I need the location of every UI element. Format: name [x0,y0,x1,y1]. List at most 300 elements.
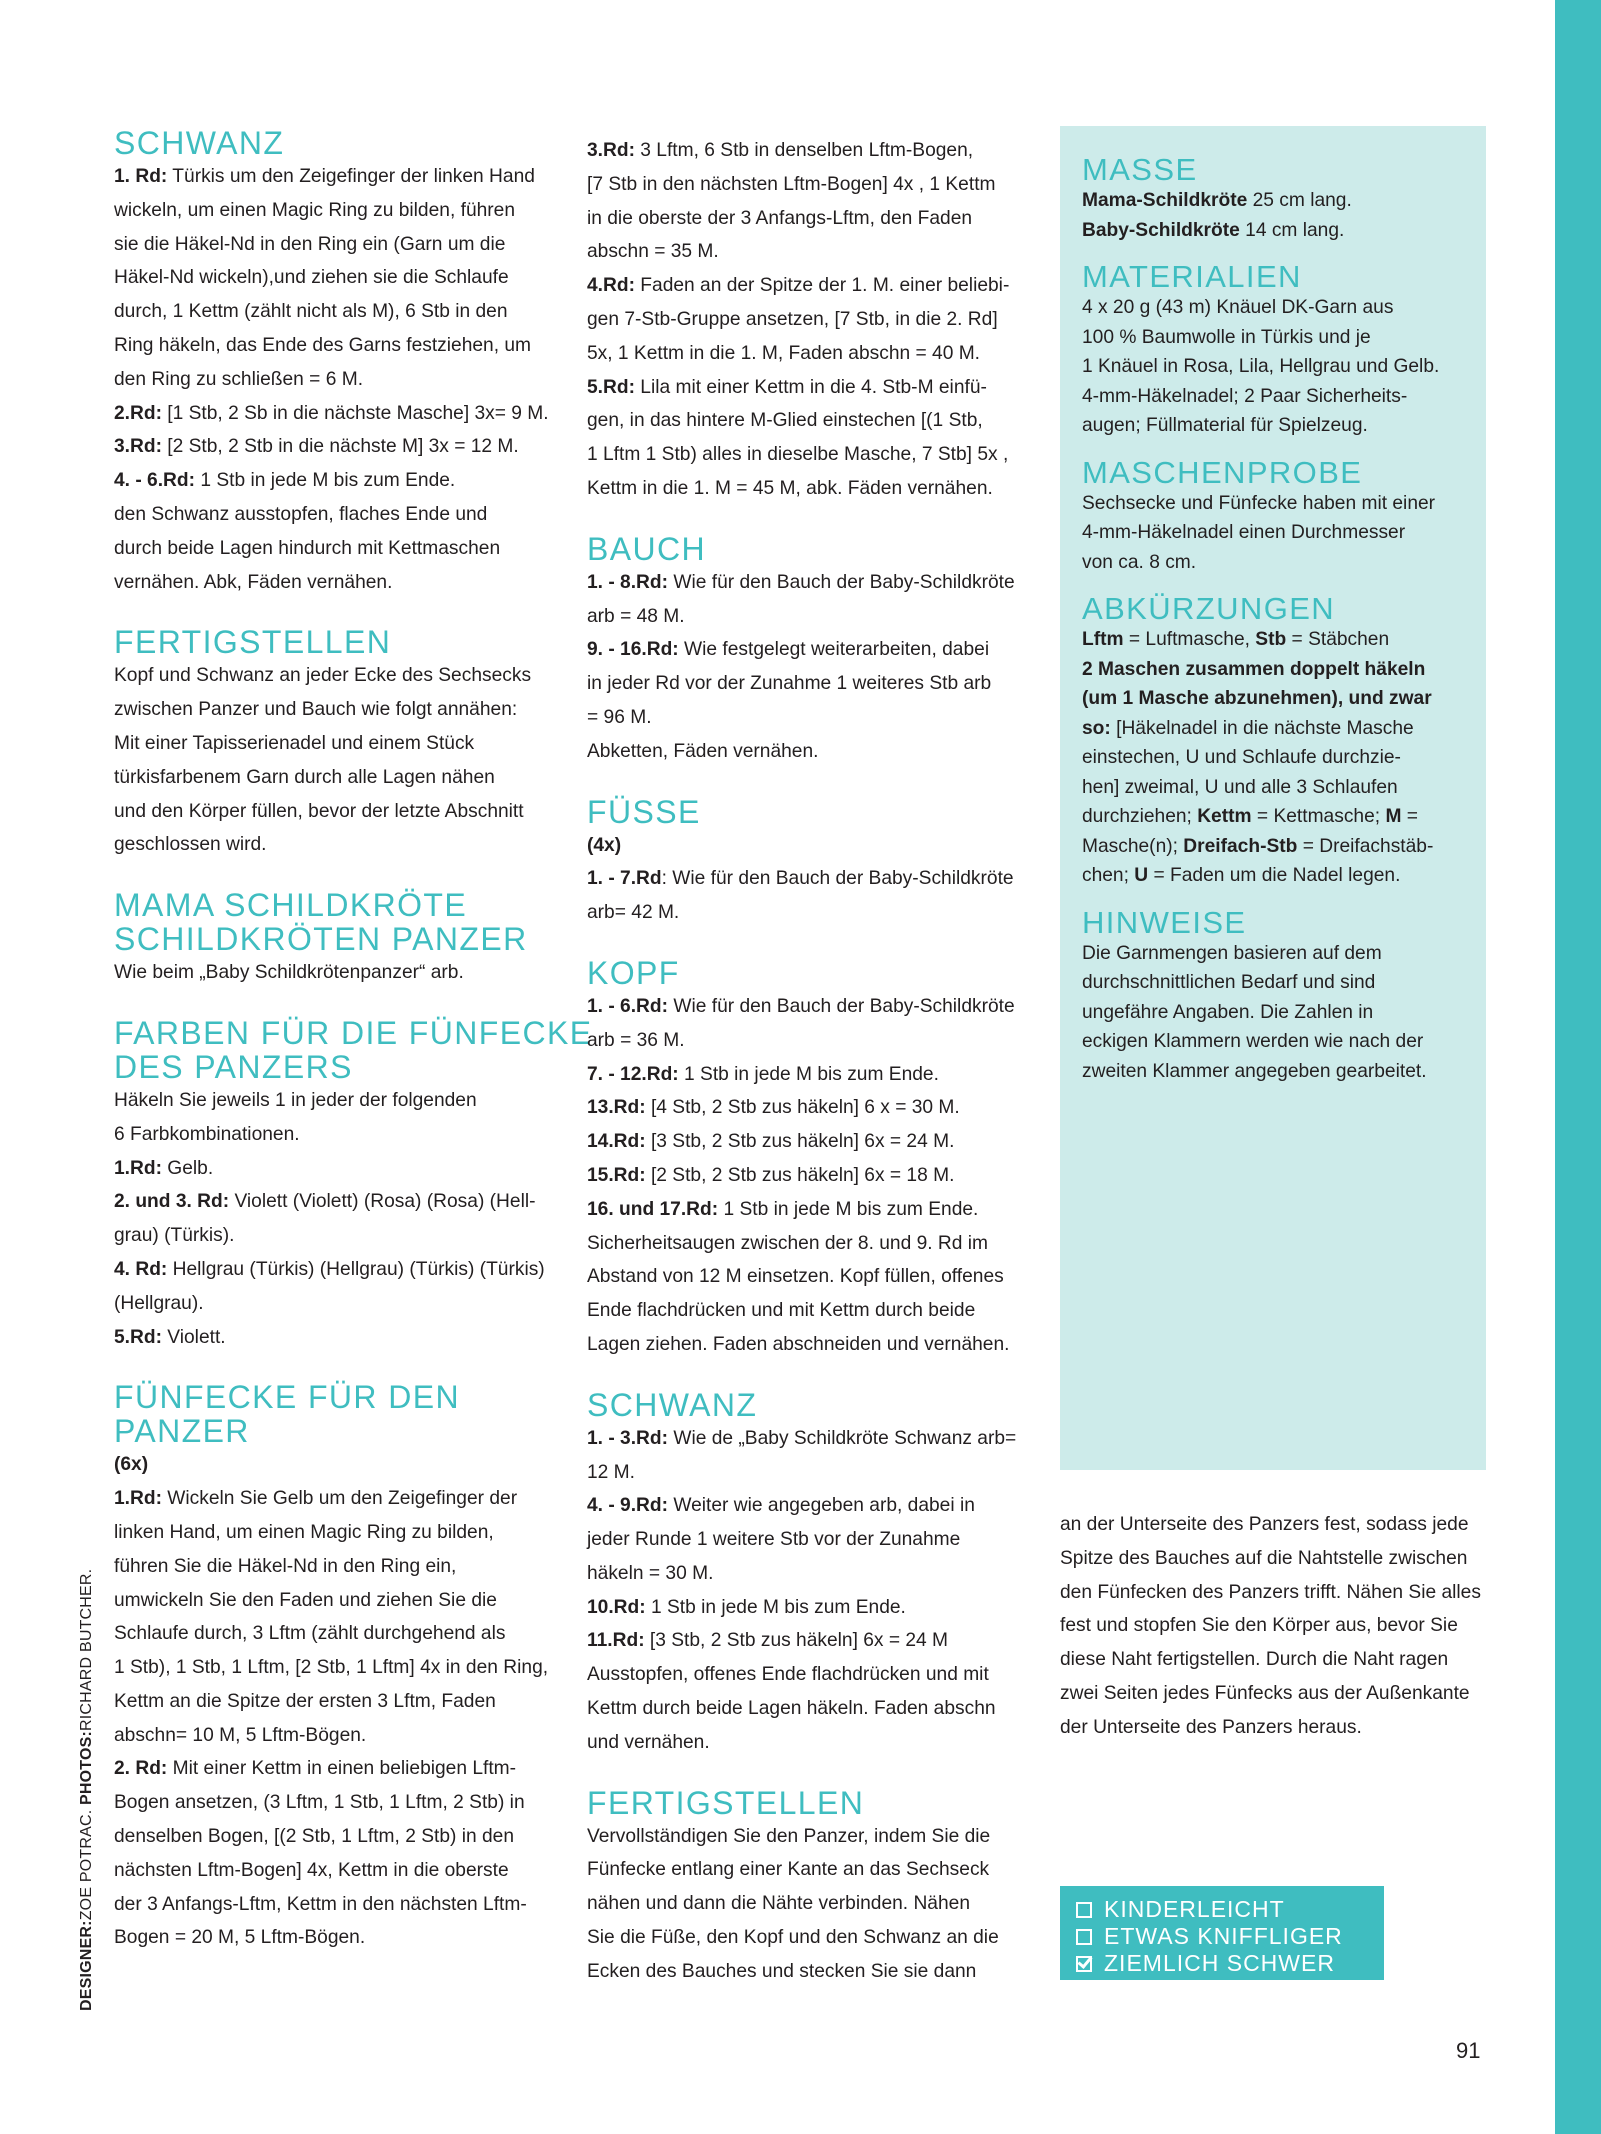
text-line [114,295,544,329]
line-text: durch beide Lagen hindurch mit Kettmaschen [114,537,501,559]
heading-schwanz: SCHWANZ [114,125,285,161]
text-line [1082,655,1486,685]
line-text: [1 Stb, 2 Sb in die nächste Masche] 3x= 9 M. [161,402,549,424]
line-text: 25 cm lang. [1247,190,1352,211]
bold-lead: 11.Rd: [587,1630,645,1652]
section-abkuerzungen [1082,593,1486,891]
maschenprobe-text [1082,489,1486,578]
line-text: den Schwanz ausstopfen, flaches Ende und [114,503,488,525]
bold-lead: 4. - 9.Rd: [587,1495,669,1517]
checkbox-icon [1076,1929,1092,1945]
line-text: Häkel-Nd wickeln),und ziehen sie die Schlaufe [114,267,509,289]
text-line [587,404,1017,438]
bold-lead: Dreifach-Stb [1183,835,1298,857]
text-line [1082,998,1486,1028]
bold-lead: so: [1082,717,1111,739]
text-line [114,795,544,829]
text-line [1082,323,1486,353]
line-text: arb = 48 M. [587,605,685,627]
difficulty-label: ETWAS KNIFFLIGER [1104,1923,1343,1949]
heading-masse: MASSE [1082,152,1198,187]
text-line [114,1651,549,1685]
line-text: hen] zweimal, U und alle 3 Schlaufen [1082,776,1398,798]
text-line [114,1185,544,1219]
text-line [587,829,1017,863]
heading-bauch: BAUCH [587,530,707,567]
text-line [114,1921,544,1955]
bold-lead: 2. Rd: [114,1758,168,1780]
line-text: einstechen, U und Schlaufe durchzie- [1082,747,1401,768]
text-line [1082,773,1486,803]
bold-lead: (4x) [587,834,622,856]
column-left [114,125,593,1955]
bold-lead: (um 1 Masche abzunehmen), und zwar [1082,688,1432,709]
difficulty-label: SEHR SCHWER [1104,1977,1288,2003]
section-maschenprobe [1082,454,1486,578]
heading-fertigstellen-2: FERTIGSTELLEN [587,1784,865,1821]
difficulty-label: KINDERLEICHT [1104,1896,1285,1922]
line-text: [3 Stb, 2 Stb zus häkeln] 6x = 24 M [644,1630,949,1652]
text-line [587,168,1017,202]
bold-lead: Kettm [1197,806,1252,827]
line-text: [Häkelnadel in die nächste Masche [1110,717,1414,739]
section-schwanz [114,125,549,599]
text-line [114,194,544,228]
line-text: Abstand von 12 M einsetzen. Kopf füllen, offenes [587,1266,1004,1288]
heading-abkuerzungen: ABKÜRZUNGEN [1082,591,1336,626]
bold-lead: 3.Rd: [587,140,635,161]
fuenfecke-text [114,1448,549,1955]
section-bauch [587,532,1017,769]
info-box [1060,126,1486,1470]
line-text: Wie beim „Baby Schildkrötenpanzer“ arb. [114,962,464,984]
line-text: 4-mm-Häkelnadel einen Durchmesser [1082,522,1406,543]
section-kopf [587,956,1017,1362]
text-line [114,1888,544,1922]
heading-line: PANZER [114,1413,250,1450]
text-line [587,1853,1017,1887]
text-line [114,228,544,262]
line-text: in jeder Rd vor der Zunahme 1 weiteres Stb arb [587,673,992,695]
text-line [1082,411,1486,441]
text-line [587,701,1017,735]
text-line [587,600,1017,634]
bold-lead: 10.Rd: [587,1596,646,1618]
text-line [114,659,544,693]
text-line [114,397,549,431]
line-text: nähen und dann die Nähte verbinden. Nähen [587,1893,970,1915]
continuation-text [1060,1508,1490,1745]
text-line [114,693,544,727]
checkbox-checked-icon [1076,1956,1092,1972]
heading-mama-panzer [114,888,544,956]
masse-text [1082,186,1486,245]
line-text: = Faden um die Nadel legen. [1148,865,1401,886]
text-line [114,1118,544,1152]
bold-lead: 5.Rd: [114,1326,162,1348]
line-text: augen; Füllmaterial für Spielzeug. [1082,415,1368,436]
bold-lead: 1. - 8.Rd: [587,571,669,593]
text-line [1082,186,1486,216]
line-text: Die Garnmengen basieren auf dem [1082,942,1382,964]
hinweise-text [1082,939,1486,1087]
bold-lead: Baby-Schildkröte [1082,219,1240,241]
line-text: Wie festgelegt weiterarbeiten, dabei [678,639,990,661]
bold-lead: 3.Rd: [114,436,162,458]
line-text: der Unterseite des Panzers heraus. [1060,1716,1362,1738]
section-continuation [1060,1508,1490,1745]
text-line [587,1955,1017,1989]
line-text: [2 Stb, 2 Stb zus häkeln] 6x = 18 M. [645,1164,955,1186]
line-text: abschn = 35 M. [587,241,719,263]
line-text: Sechsecke und Fünfecke haben mit einer [1082,492,1436,514]
text-line [587,1260,1017,1294]
bold-lead: 5.Rd: [587,376,635,398]
bold-lead: 2.Rd: [114,402,162,424]
text-line [587,1692,1017,1726]
text-line [114,1584,544,1618]
bold-lead: 2. und 3. Rd: [114,1191,230,1213]
line-text: = Luftmasche, [1123,629,1256,650]
text-line [114,761,544,795]
line-text: und vernähen. [587,1731,710,1753]
section-mama-panzer [114,888,544,990]
line-text: Faden an der Spitze der 1. M. einer beliebi- [634,275,1010,297]
text-line [1082,968,1486,998]
bold-lead: 4. - 6.Rd: [114,470,196,492]
text-line [1082,1027,1486,1057]
bold-lead: 2 Maschen zusammen doppelt häkeln [1082,658,1426,680]
line-text: 14 cm lang. [1239,219,1345,241]
text-line [587,1456,1017,1490]
line-text: zwischen Panzer und Bauch wie folgt annähen: [114,699,518,721]
line-text: Wickeln Sie Gelb um den Zeigefinger der [161,1488,518,1510]
heading-kopf: KOPF [587,954,680,991]
text-line [1082,832,1486,862]
line-text: umwickeln Sie den Faden und ziehen Sie die [114,1589,497,1611]
heading-schwanz-2: SCHWANZ [587,1386,758,1423]
credit-photos-label: PHOTOS: [78,1730,95,1810]
photo-credit [74,1568,100,2011]
heading-hinweise: HINWEISE [1082,904,1247,940]
section-schwanz-2 [587,1388,1017,1760]
credit-designer-name: ZOE POTRAC. [78,1809,95,1921]
heading-line: FÜNFECKE FÜR DEN [114,1379,460,1416]
line-text: durch, 1 Kettm (zählt nicht als M), 6 Stb in den [114,301,508,323]
bold-lead: 4. Rd: [114,1258,168,1280]
section-fuenfecke [114,1379,549,1955]
line-text: Kopf und Schwanz an jeder Ecke des Sechsecks [114,665,532,687]
text-line [587,566,1017,600]
text-line [114,1448,544,1482]
text-line [587,862,1017,896]
column-right-continuation [1060,1508,1490,1745]
line-text: [7 Stb in den nächsten Lftm-Bogen] 4x , 1 Kettm [587,173,996,195]
text-line [114,1084,544,1118]
bold-lead: 1. Rd: [114,166,168,187]
heading-line: MAMA SCHILDKRÖTE [114,887,468,924]
heading-line: SCHILDKRÖTEN PANZER [114,921,528,958]
line-text: 1 Stb in jede M bis zum Ende. [645,1596,906,1618]
line-text: 1 Stb in jede M bis zum Ende. [718,1198,979,1220]
heading-maschenprobe: MASCHENPROBE [1082,454,1363,490]
line-text: häkeln = 30 M. [587,1562,714,1584]
bold-lead: 4.Rd: [587,275,635,297]
text-line [587,1058,1017,1092]
kopf-text [587,990,1017,1362]
line-text: = 96 M. [587,706,652,728]
line-text: Sie die Füße, den Kopf und den Schwanz an die [587,1927,999,1949]
line-text: und den Körper füllen, bevor der letzte Abschnitt [114,800,524,822]
line-text: führen Sie die Häkel-Nd in den Ring ein, [114,1555,457,1577]
line-text: Masche(n); [1082,835,1184,857]
text-line [1082,625,1486,655]
line-text: Violett (Violett) (Rosa) (Rosa) (Hell- [229,1191,536,1213]
text-line [114,1752,544,1786]
section-continued-rounds [587,134,1017,506]
section-masse [1082,154,1486,245]
line-text: Vervollständigen Sie den Panzer, indem Sie die [587,1825,991,1847]
line-text: Abketten, Fäden vernähen. [587,740,819,762]
text-line [114,1287,544,1321]
line-text: zwei Seiten jedes Fünfecks aus der Außenkante [1060,1682,1470,1704]
line-text: sie die Häkel-Nd in den Ring ein (Garn um die [114,233,506,255]
difficulty-row-kinderleicht [1076,1896,1384,1923]
line-text: den Fünfecken des Panzers trifft. Nähen Sie alles [1060,1581,1481,1603]
text-line [1082,382,1486,412]
bold-lead: 1.Rd: [114,1488,162,1510]
text-line [587,303,1017,337]
line-text: Wie de „Baby Schildkröte Schwanz arb= [668,1427,1017,1449]
bold-lead: M [1385,806,1402,827]
bold-lead: 1. - 3.Rd: [587,1427,669,1449]
line-text: Bogen = 20 M, 5 Lftm-Bögen. [114,1927,366,1949]
text-line [587,1489,1017,1523]
line-text: arb = 36 M. [587,1029,685,1051]
text-line [587,1125,1017,1159]
line-text: geschlossen wird. [114,834,267,856]
text-line [114,1152,544,1186]
bold-lead: 1.Rd: [114,1157,162,1179]
text-line [114,498,544,532]
text-line [587,1091,1017,1125]
text-line [1082,518,1486,548]
line-text: Sicherheitsaugen zwischen der 8. und 9. Rd im [587,1232,989,1254]
line-text: 4 x 20 g (43 m) Knäuel DK-Garn aus [1082,297,1394,318]
text-line [114,1854,544,1888]
mama-panzer-text [114,956,544,990]
line-text: (Hellgrau). [114,1292,204,1314]
text-line [114,160,544,194]
text-line [114,956,544,990]
line-text: = Dreifachstäb- [1297,835,1434,857]
line-text: 4-mm-Häkelnadel; 2 Paar Sicherheits- [1082,385,1408,407]
difficulty-row-ziemlich-schwer [1076,1950,1384,1977]
heading-line: FARBEN FÜR DIE FÜNFECKE [114,1014,593,1051]
bold-lead: U [1134,865,1149,886]
page-number: 91 [1456,2038,1481,2063]
line-text: Türkis um den Zeigefinger der linken Hand [167,166,535,187]
abkuerzungen-text [1082,625,1486,891]
text-line [587,371,1017,405]
line-text: 1 Stb in jede M bis zum Ende. [195,470,456,492]
line-text: Ring häkeln, das Ende des Garns festziehen, um [114,334,532,356]
line-text: abschn= 10 M, 5 Lftm-Bögen. [114,1724,367,1746]
line-text: : Wie für den Bauch der Baby-Schildkröte [661,868,1014,890]
text-line [587,1921,1017,1955]
text-line [587,337,1017,371]
line-text: 12 M. [587,1461,635,1483]
text-line [114,1685,544,1719]
schwanz-text [114,160,549,599]
text-line [587,633,1017,667]
line-text: linken Hand, um einen Magic Ring zu bilden, [114,1521,494,1543]
text-line [587,1726,1017,1760]
line-text: zweiten Klammer angegeben gearbeitet. [1082,1060,1427,1082]
line-text: = [1401,806,1418,827]
text-line [587,1887,1017,1921]
line-text: durchschnittlichen Bedarf und sind [1082,972,1376,993]
page-edge-stripe [1555,0,1601,2134]
text-line [1082,802,1486,832]
text-line [1082,352,1486,382]
bold-lead: 14.Rd: [587,1131,646,1153]
text-line [114,1219,544,1253]
bold-lead: Lftm [1082,629,1124,650]
text-line [1082,743,1486,773]
text-line [587,235,1017,269]
bold-lead: 1. - 6.Rd: [587,995,669,1017]
line-text: Schlaufe durch, 3 Lftm (zählt durchgehend als [114,1623,506,1645]
text-line [1082,216,1486,246]
line-text: Violett. [161,1326,226,1348]
text-line [114,566,544,600]
text-line [1082,1057,1486,1087]
text-line [114,363,544,397]
text-line [114,828,544,862]
difficulty-row-sehr-schwer [1076,1977,1384,2004]
text-line [114,430,544,464]
line-text: den Ring zu schließen = 6 M. [114,368,364,390]
line-text: Hellgrau (Türkis) (Hellgrau) (Türkis) (Türkis) [167,1258,545,1280]
section-fertigstellen [114,625,544,862]
text-line [1060,1542,1490,1576]
line-text: Kettm durch beide Lagen häkeln. Faden abschn [587,1698,996,1720]
bold-lead: 13.Rd: [587,1097,646,1119]
text-line [587,472,1017,506]
line-text: durchziehen; [1082,806,1198,827]
line-text: in die oberste der 3 Anfangs-Lftm, den Faden [587,207,973,229]
line-text: grau) (Türkis). [114,1225,235,1247]
text-line [114,1321,544,1355]
line-text: der 3 Anfangs-Lftm, Kettm in den nächsten Lftm- [114,1893,527,1915]
text-line [1082,861,1486,891]
line-text: gen, in das hintere M-Glied einstechen [(1 Stb, [587,410,983,432]
line-text: türkisfarbenem Garn durch alle Lagen nähen [114,766,495,788]
text-line [114,261,544,295]
bold-lead: (6x) [114,1454,149,1476]
text-line [587,1422,1017,1456]
text-line [114,532,544,566]
line-text: Mit einer Tapisserienadel und einem Stück [114,732,475,754]
text-line [587,667,1017,701]
text-line [587,1624,1017,1658]
text-line [587,990,1017,1024]
fertigstellen-2-text [587,1820,1017,1989]
text-line [587,1591,1017,1625]
text-line [114,1550,544,1584]
text-line [587,1193,1017,1227]
line-text: Kettm in die 1. M = 45 M, abk. Fäden vernähen. [587,477,993,499]
text-line [587,1557,1017,1591]
text-line [1082,293,1486,323]
text-line [587,1523,1017,1557]
line-text: jeder Runde 1 weitere Stb vor der Zunahme [587,1529,961,1551]
line-text: Lagen ziehen. Faden abschneiden und vernähen. [587,1333,1010,1355]
heading-materialien: MATERIALIEN [1082,259,1302,294]
text-line [1060,1643,1490,1677]
text-line [1082,684,1486,714]
text-line [587,1159,1017,1193]
line-text: Kettm an die Spitze der ersten 3 Lftm, Faden [114,1690,496,1712]
text-line [1060,1677,1490,1711]
bold-lead: 15.Rd: [587,1164,646,1186]
line-text: Ausstopfen, offenes Ende flachdrücken und mit [587,1664,989,1686]
line-text: Mit einer Kettm in einen beliebigen Lftm- [167,1758,517,1780]
fertigstellen-text [114,659,544,862]
heading-fertigstellen: FERTIGSTELLEN [114,624,392,661]
bold-lead: 9. - 16.Rd: [587,639,679,661]
line-text: Spitze des Bauches auf die Nahtstelle zwischen [1060,1547,1468,1569]
line-text: denselben Bogen, [(2 Stb, 1 Lftm, 2 Stb) in den [114,1826,514,1848]
section-fuesse [587,795,1017,930]
text-line [114,1482,544,1516]
schwanz-2-text [587,1422,1017,1760]
text-line [114,1719,544,1753]
line-text: Wie für den Bauch der Baby-Schildkröte [668,995,1015,1017]
text-line [1082,714,1486,744]
line-text: an der Unterseite des Panzers fest, sodass jede [1060,1514,1469,1535]
line-text: 1 Lftm 1 Stb) alles in dieselbe Masche, 7 Stb] 5x , [587,444,1009,466]
text-line [587,1328,1017,1362]
text-line [587,1820,1017,1854]
section-hinweise [1082,904,1486,1087]
continued-rounds-text [587,134,1017,506]
text-line [114,1617,544,1651]
credit-designer-label: DESIGNER: [78,1920,95,2011]
line-text: gen 7-Stb-Gruppe ansetzen, [7 Stb, in die 2. Rd] [587,308,998,330]
heading-fuesse: FÜSSE [587,793,701,830]
text-line [587,134,1017,168]
text-line [1082,939,1486,969]
text-line [114,727,544,761]
text-line [1060,1576,1490,1610]
text-line [587,1227,1017,1261]
line-text: Häkeln Sie jeweils 1 in jeder der folgenden [114,1089,477,1111]
text-line [114,1516,544,1550]
text-line [114,1786,544,1820]
text-line [587,269,1017,303]
line-text: [2 Stb, 2 Stb in die nächste M] 3x = 12 M. [161,436,519,458]
line-text: chen; [1082,865,1135,886]
line-text: 1 Stb in jede M bis zum Ende. [678,1063,939,1085]
line-text: Lila mit einer Kettm in die 4. Stb-M einfü- [634,376,987,398]
section-materialien [1082,261,1486,441]
text-line [1082,548,1486,578]
line-text: Bogen ansetzen, (3 Lftm, 1 Stb, 1 Lftm, 2 Stb) in [114,1792,525,1814]
line-text: 1 Stb), 1 Stb, 1 Lftm, [2 Stb, 1 Lftm] 4x in den Ring, [114,1657,549,1679]
line-text: [4 Stb, 2 Stb zus häkeln] 6 x = 30 M. [645,1097,960,1119]
